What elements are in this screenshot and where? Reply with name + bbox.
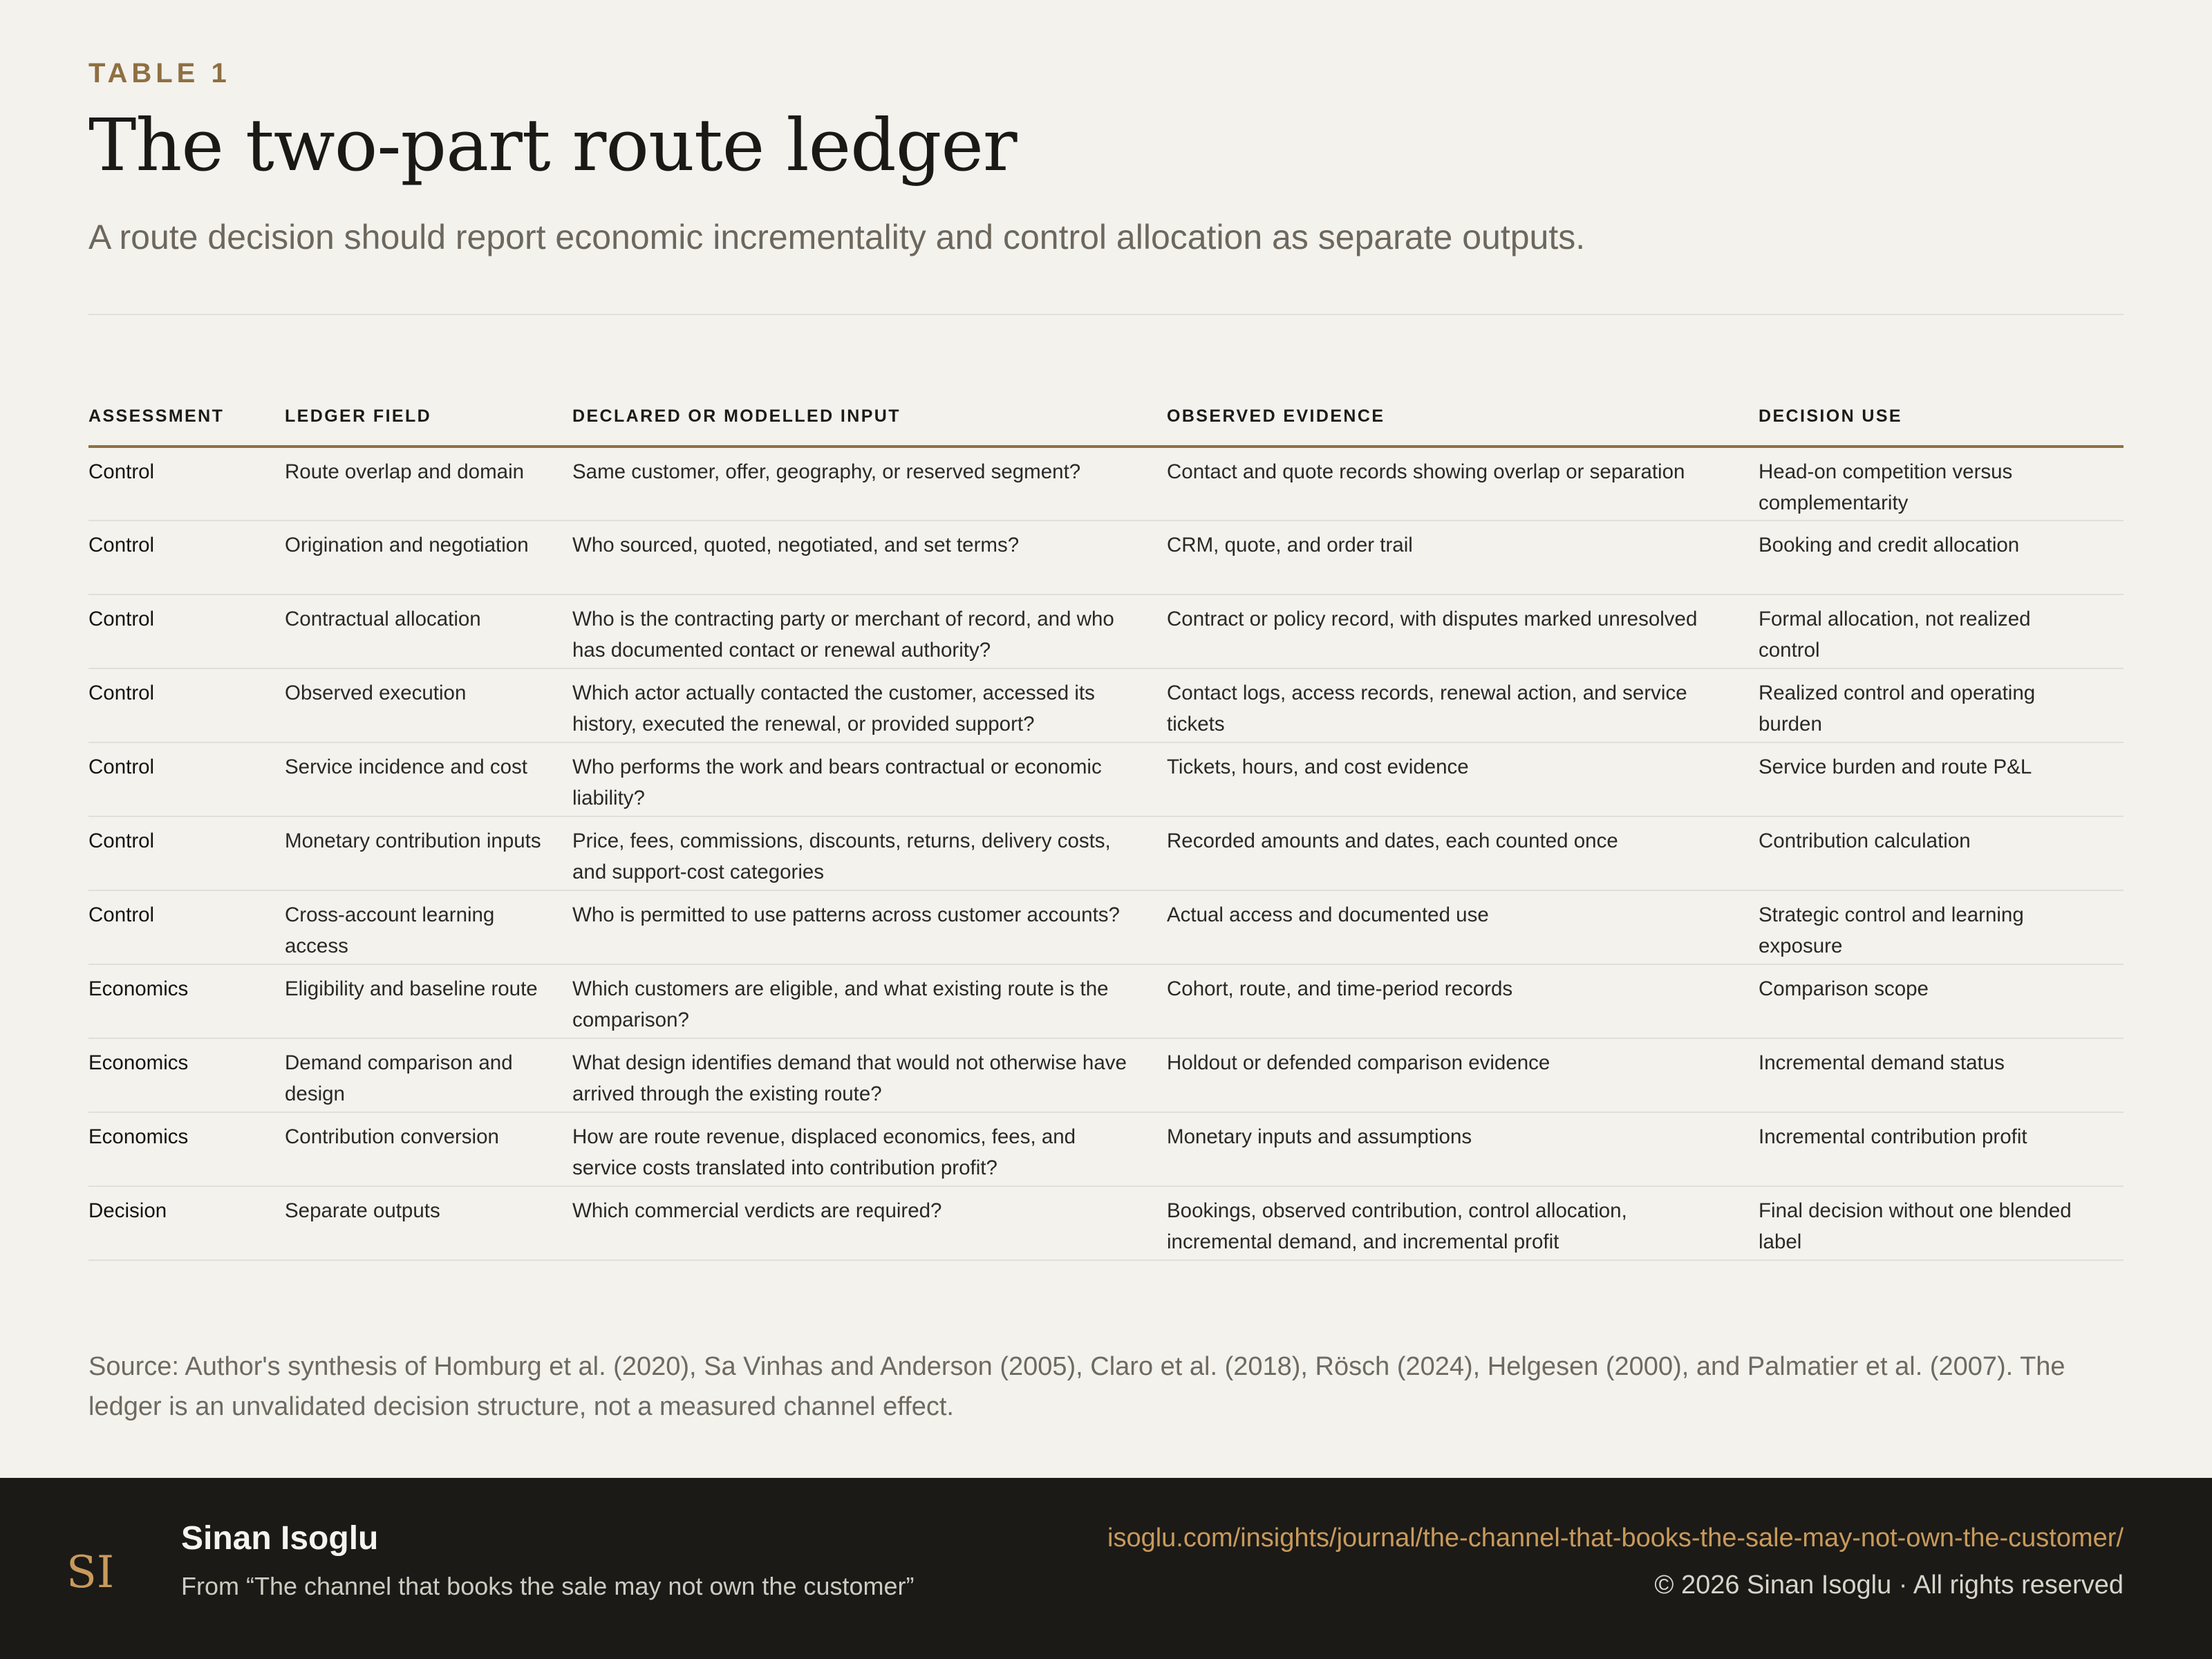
cell-ledger-field: Origination and negotiation: [285, 521, 572, 594]
column-header-declared-input: DECLARED OR MODELLED INPUT: [572, 401, 1167, 447]
table-row: [88, 594, 2124, 668]
cell-observed-evidence: Recorded amounts and dates, each counted once: [1167, 816, 1759, 890]
cell-ledger-field: Cross-account learning access: [285, 890, 572, 964]
cell-observed-evidence: Contract or policy record, with disputes marked unresolved: [1167, 594, 1759, 668]
table-row: [88, 1038, 2124, 1112]
column-header-ledger-field: LEDGER FIELD: [285, 401, 572, 447]
table-row: [88, 668, 2124, 742]
route-ledger-table: [88, 401, 2124, 1261]
cell-observed-evidence: Holdout or defended comparison evidence: [1167, 1038, 1759, 1112]
cell-decision-use: Comparison scope: [1759, 964, 2124, 1038]
cell-assessment: Control: [88, 521, 285, 594]
column-header-observed-evidence: OBSERVED EVIDENCE: [1167, 401, 1759, 447]
cell-observed-evidence: Actual access and documented use: [1167, 890, 1759, 964]
cell-declared-input: Which commercial verdicts are required?: [572, 1186, 1167, 1260]
cell-declared-input: How are route revenue, displaced economics, fees, and service costs translated into contribution profit?: [572, 1112, 1167, 1186]
cell-ledger-field: Separate outputs: [285, 1186, 572, 1260]
cell-declared-input: Who is permitted to use patterns across customer accounts?: [572, 890, 1167, 964]
cell-decision-use: Contribution calculation: [1759, 816, 2124, 890]
cell-ledger-field: Contribution conversion: [285, 1112, 572, 1186]
table-row: [88, 964, 2124, 1038]
cell-decision-use: Strategic control and learning exposure: [1759, 890, 2124, 964]
article-link[interactable]: isoglu.com/insights/journal/the-channel-that-books-the-sale-may-not-own-the-customer/: [1107, 1524, 2124, 1553]
cell-declared-input: Who sourced, quoted, negotiated, and set terms?: [572, 521, 1167, 594]
column-header-decision-use: DECISION USE: [1759, 401, 2124, 447]
cell-ledger-field: Service incidence and cost: [285, 742, 572, 816]
cell-decision-use: Head-on competition versus complementarity: [1759, 447, 2124, 521]
table-row: [88, 742, 2124, 816]
page-title: The two-part route ledger: [88, 103, 1017, 187]
cell-assessment: Control: [88, 816, 285, 890]
divider: [88, 314, 2124, 315]
cell-decision-use: Incremental contribution profit: [1759, 1112, 2124, 1186]
cell-declared-input: Price, fees, commissions, discounts, returns, delivery costs, and support-cost categories: [572, 816, 1167, 890]
cell-ledger-field: Demand comparison and design: [285, 1038, 572, 1112]
table-row: [88, 816, 2124, 890]
cell-ledger-field: Eligibility and baseline route: [285, 964, 572, 1038]
cell-decision-use: Booking and credit allocation: [1759, 521, 2124, 594]
cell-declared-input: Who is the contracting party or merchant of record, and who has documented contact or renewal authority?: [572, 594, 1167, 668]
cell-assessment: Economics: [88, 964, 285, 1038]
monogram-logo: [65, 1544, 115, 1601]
cell-assessment: Control: [88, 668, 285, 742]
cell-assessment: Control: [88, 890, 285, 964]
article-reference: From “The channel that books the sale may not own the customer”: [181, 1572, 915, 1600]
monogram-logo-text: SI: [66, 1547, 115, 1598]
cell-ledger-field: Monetary contribution inputs: [285, 816, 572, 890]
cell-ledger-field: Contractual allocation: [285, 594, 572, 668]
cell-assessment: Control: [88, 742, 285, 816]
column-header-assessment: ASSESSMENT: [88, 401, 285, 447]
table-row: [88, 890, 2124, 964]
cell-assessment: Control: [88, 447, 285, 521]
cell-assessment: Decision: [88, 1186, 285, 1260]
table-body: [88, 447, 2124, 1260]
author-name: Sinan Isoglu: [181, 1520, 379, 1557]
cell-declared-input: Same customer, offer, geography, or reserved segment?: [572, 447, 1167, 521]
table-row: [88, 447, 2124, 521]
cell-ledger-field: Route overlap and domain: [285, 447, 572, 521]
cell-observed-evidence: Monetary inputs and assumptions: [1167, 1112, 1759, 1186]
table-kicker: TABLE 1: [88, 58, 231, 88]
cell-decision-use: Incremental demand status: [1759, 1038, 2124, 1112]
table-row: [88, 1186, 2124, 1260]
cell-observed-evidence: CRM, quote, and order trail: [1167, 521, 1759, 594]
cell-ledger-field: Observed execution: [285, 668, 572, 742]
cell-assessment: Economics: [88, 1112, 285, 1186]
table-row: [88, 1112, 2124, 1186]
cell-declared-input: What design identifies demand that would not otherwise have arrived through the existing route?: [572, 1038, 1167, 1112]
copyright-notice: © 2026 Sinan Isoglu · All rights reserved: [1654, 1571, 2124, 1600]
cell-decision-use: Service burden and route P&L: [1759, 742, 2124, 816]
cell-observed-evidence: Tickets, hours, and cost evidence: [1167, 742, 1759, 816]
cell-assessment: Economics: [88, 1038, 285, 1112]
cell-assessment: Control: [88, 594, 285, 668]
cell-declared-input: Who performs the work and bears contractual or economic liability?: [572, 742, 1167, 816]
cell-observed-evidence: Contact and quote records showing overlap or separation: [1167, 447, 1759, 521]
table-header-row: [88, 401, 2124, 447]
cell-observed-evidence: Bookings, observed contribution, control allocation, incremental demand, and incremental profit: [1167, 1186, 1759, 1260]
page-subtitle: A route decision should report economic incrementality and control allocation as separate outputs.: [88, 218, 1586, 256]
cell-decision-use: Formal allocation, not realized control: [1759, 594, 2124, 668]
cell-declared-input: Which actor actually contacted the customer, accessed its history, executed the renewal, or provided support?: [572, 668, 1167, 742]
source-note: Source: Author's synthesis of Homburg et al. (2020), Sa Vinhas and Anderson (2005), Claro et al. (2018), Rösch (2024), Helgesen (2000), and Palmatier et al. (2007). The ledger is an unvalidated decision structure, not a measured channel effect.: [88, 1352, 2065, 1421]
cell-observed-evidence: Cohort, route, and time-period records: [1167, 964, 1759, 1038]
table-row: [88, 521, 2124, 594]
cell-decision-use: Realized control and operating burden: [1759, 668, 2124, 742]
cell-observed-evidence: Contact logs, access records, renewal action, and service tickets: [1167, 668, 1759, 742]
footer: [0, 1478, 2212, 1659]
cell-declared-input: Which customers are eligible, and what existing route is the comparison?: [572, 964, 1167, 1038]
cell-decision-use: Final decision without one blended label: [1759, 1186, 2124, 1260]
